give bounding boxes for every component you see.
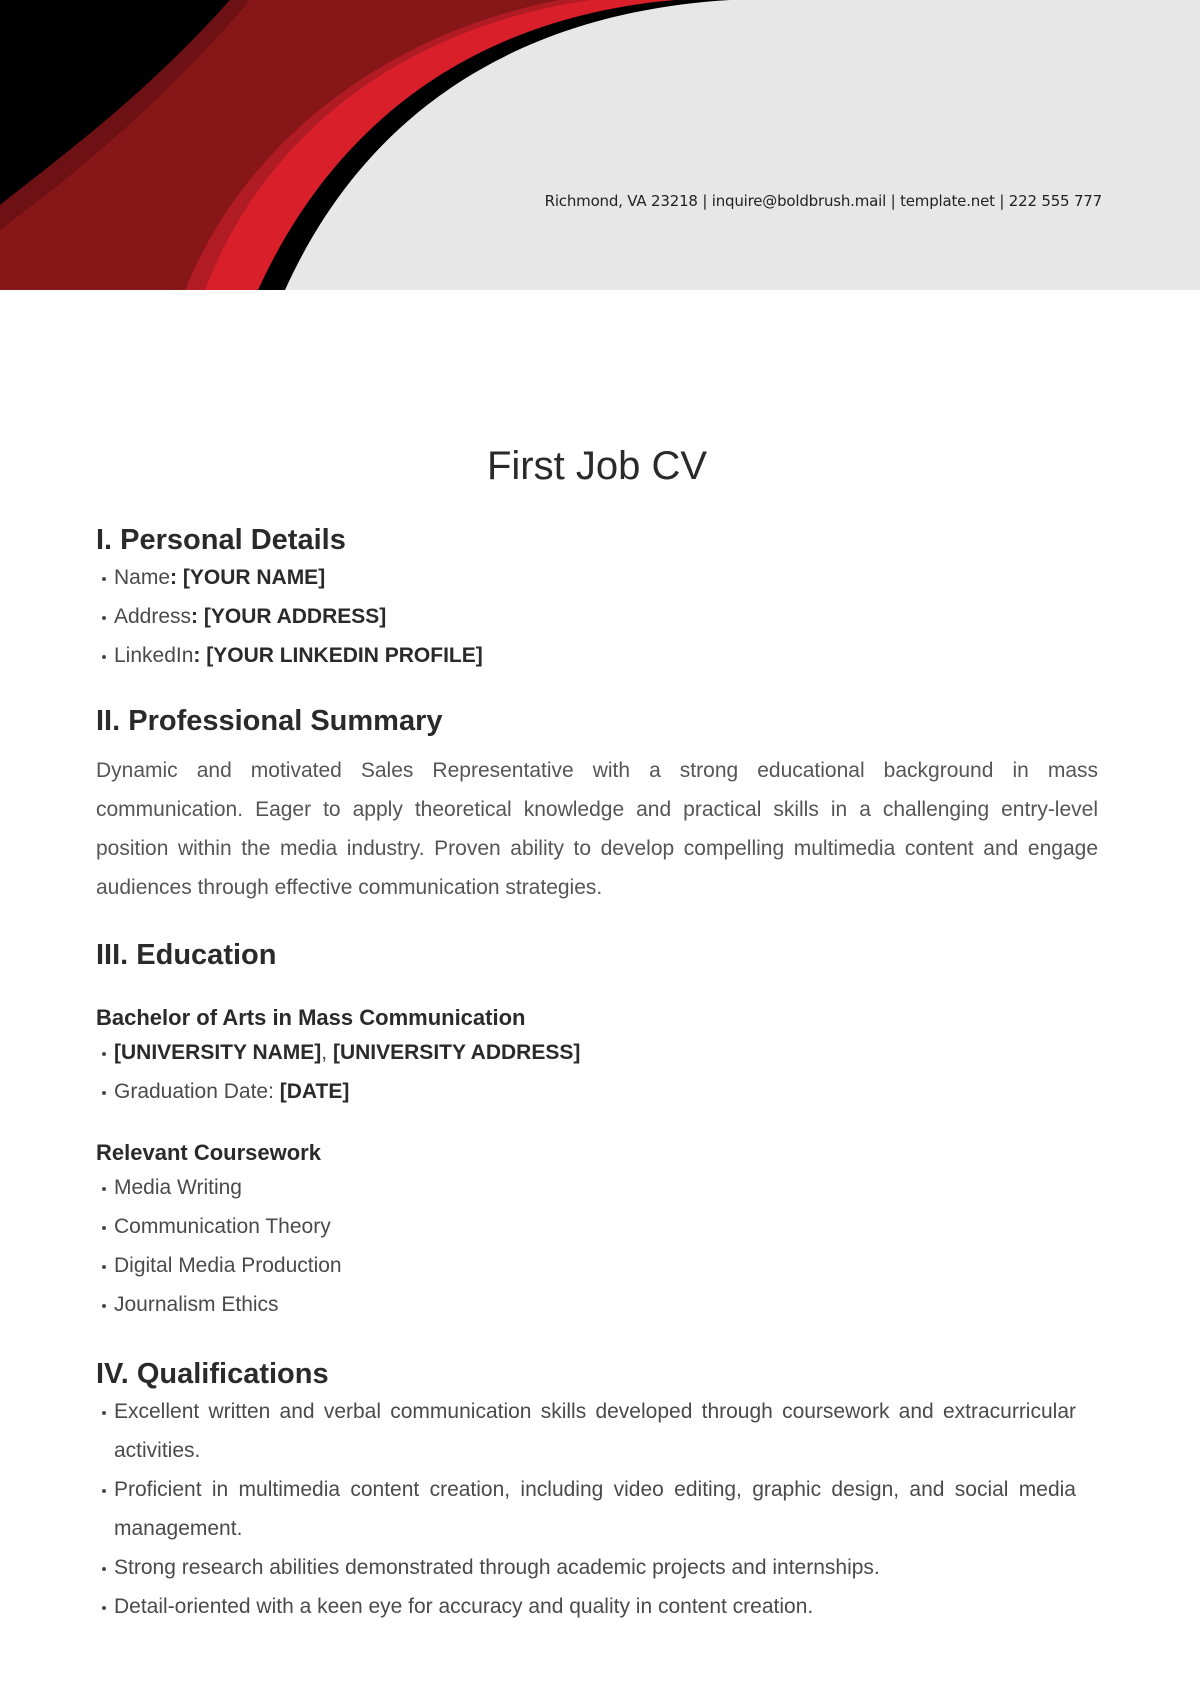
qualifications-heading: IV. Qualifications bbox=[96, 1358, 329, 1390]
list-item: Media Writing bbox=[96, 1168, 1098, 1207]
list-item bbox=[96, 1072, 1098, 1111]
personal-details-section bbox=[96, 522, 1098, 675]
list-item: Communication Theory bbox=[96, 1207, 1098, 1246]
linkedin-value: [YOUR LINKEDIN PROFILE] bbox=[206, 644, 483, 667]
list-item bbox=[96, 636, 1098, 675]
graduation-date-value: [DATE] bbox=[279, 1080, 350, 1103]
name-value: [YOUR NAME] bbox=[182, 566, 326, 589]
degree-details-list bbox=[96, 1033, 1098, 1111]
education-section bbox=[96, 937, 1098, 1324]
degree-title: Bachelor of Arts in Mass Communication bbox=[96, 1005, 526, 1030]
name-label: Name bbox=[114, 566, 171, 589]
list-item: Excellent written and verbal communication skills developed through coursework and extracurricular activities. bbox=[96, 1392, 1098, 1470]
list-item bbox=[96, 558, 1098, 597]
graduation-date-label: Graduation Date: bbox=[114, 1080, 280, 1103]
contact-info: Richmond, VA 23218 | inquire@boldbrush.mail | template.net | 222 555 777 bbox=[544, 192, 1102, 210]
cv-content bbox=[96, 440, 1098, 1626]
list-item bbox=[96, 597, 1098, 636]
list-item: Digital Media Production bbox=[96, 1246, 1098, 1285]
list-item: Detail-oriented with a keen eye for accuracy and quality in content creation. bbox=[96, 1587, 1098, 1626]
personal-details-heading: I. Personal Details bbox=[96, 524, 346, 556]
list-item bbox=[96, 1033, 1098, 1072]
qualifications-list bbox=[96, 1392, 1098, 1626]
education-heading: III. Education bbox=[96, 939, 277, 971]
professional-summary-section bbox=[96, 703, 1098, 907]
list-item: Strong research abilities demonstrated through academic projects and internships. bbox=[96, 1548, 1098, 1587]
header-banner bbox=[0, 0, 1200, 290]
university-name: [UNIVERSITY NAME] bbox=[114, 1041, 322, 1064]
header-wave-graphic bbox=[0, 0, 1200, 290]
summary-text: Dynamic and motivated Sales Representative with a strong educational background in mass communication. Eager to apply theoretical knowledge and practical skills in a challenging entry-level position within the media industry. Proven ability to develop compelling multimedia content and engage audiences through effective communication strategies. bbox=[96, 759, 1098, 899]
coursework-list bbox=[96, 1168, 1098, 1324]
address-label: Address bbox=[114, 605, 192, 628]
qualifications-section bbox=[96, 1356, 1098, 1626]
separator: : bbox=[170, 566, 183, 589]
separator: : bbox=[191, 605, 204, 628]
linkedin-label: LinkedIn bbox=[114, 644, 194, 667]
address-value: [YOUR ADDRESS] bbox=[203, 605, 387, 628]
list-item: Journalism Ethics bbox=[96, 1285, 1098, 1324]
coursework-title: Relevant Coursework bbox=[96, 1140, 321, 1165]
professional-summary-heading: II. Professional Summary bbox=[96, 705, 443, 737]
university-address: [UNIVERSITY ADDRESS] bbox=[332, 1041, 581, 1064]
personal-details-list bbox=[96, 558, 1098, 675]
separator: : bbox=[193, 644, 207, 667]
list-item: Proficient in multimedia content creation, including video editing, graphic design, and social media management. bbox=[96, 1470, 1098, 1548]
document-title: First Job CV bbox=[486, 444, 708, 488]
separator: , bbox=[321, 1041, 333, 1064]
